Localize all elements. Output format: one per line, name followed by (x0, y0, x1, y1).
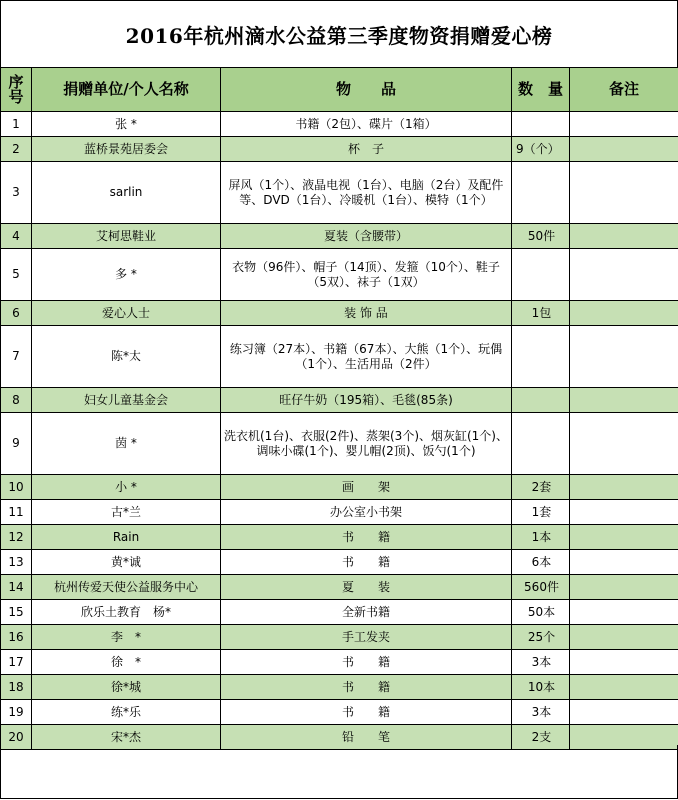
cell-qty: 560件 (512, 575, 570, 600)
cell-item: 铅 笔 (221, 725, 512, 750)
cell-note (570, 301, 678, 326)
cell-donor: 陈*太 (32, 326, 221, 388)
cell-qty: 50件 (512, 224, 570, 249)
cell-donor: 李 * (32, 625, 221, 650)
cell-item: 杯 子 (221, 137, 512, 162)
cell-no: 4 (1, 224, 32, 249)
cell-note (570, 500, 678, 525)
cell-donor: 黄*诚 (32, 550, 221, 575)
table-row (1, 112, 678, 137)
cell-note (570, 550, 678, 575)
cell-no: 20 (1, 725, 32, 750)
cell-note (570, 650, 678, 675)
cell-item: 衣物（96件）、帽子（14顶）、发箍（10个）、鞋子（5双）、袜子（1双） (221, 249, 512, 301)
sheet-title: 2016年杭州滴水公益第三季度物资捐赠爱心榜 (0, 0, 678, 69)
cell-donor: 徐 * (32, 650, 221, 675)
table-header-row (1, 68, 678, 112)
cell-no: 3 (1, 162, 32, 224)
cell-donor: 杭州传爱天使公益服务中心 (32, 575, 221, 600)
cell-qty: 3本 (512, 650, 570, 675)
cell-donor: 多 * (32, 249, 221, 301)
cell-no: 17 (1, 650, 32, 675)
table-row (1, 475, 678, 500)
cell-qty: 9（个） (512, 137, 570, 162)
cell-note (570, 700, 678, 725)
cell-qty (512, 249, 570, 301)
cell-donor: 练*乐 (32, 700, 221, 725)
cell-item: 旺仔牛奶（195箱）、毛毯(85条) (221, 388, 512, 413)
cell-item: 书 籍 (221, 650, 512, 675)
cell-no: 13 (1, 550, 32, 575)
table-row (1, 301, 678, 326)
cell-donor: 小 * (32, 475, 221, 500)
cell-qty (512, 388, 570, 413)
cell-note (570, 600, 678, 625)
header-note: 备注 (570, 68, 678, 112)
cell-qty (512, 162, 570, 224)
table-row (1, 700, 678, 725)
cell-donor: Rain (32, 525, 221, 550)
cell-no: 15 (1, 600, 32, 625)
cell-donor: 茵 * (32, 413, 221, 475)
table-row (1, 162, 678, 224)
cell-qty (512, 112, 570, 137)
cell-note (570, 224, 678, 249)
table-row (1, 500, 678, 525)
cell-donor: 张 * (32, 112, 221, 137)
table-row (1, 137, 678, 162)
cell-no: 5 (1, 249, 32, 301)
cell-note (570, 162, 678, 224)
cell-note (570, 249, 678, 301)
cell-no: 12 (1, 525, 32, 550)
cell-item: 书 籍 (221, 550, 512, 575)
cell-item: 夏 装 (221, 575, 512, 600)
cell-note (570, 388, 678, 413)
table-row (1, 550, 678, 575)
table-row (1, 650, 678, 675)
cell-donor: 宋*杰 (32, 725, 221, 750)
cell-qty: 25个 (512, 625, 570, 650)
table-row (1, 675, 678, 700)
cell-item: 装 饰 品 (221, 301, 512, 326)
header-item: 物 品 (221, 68, 512, 112)
cell-item: 书 籍 (221, 700, 512, 725)
cell-no: 11 (1, 500, 32, 525)
cell-note (570, 625, 678, 650)
cell-donor: 古*兰 (32, 500, 221, 525)
cell-note (570, 413, 678, 475)
table-row (1, 326, 678, 388)
cell-donor: 欣乐土教育 杨* (32, 600, 221, 625)
cell-note (570, 137, 678, 162)
cell-donor: 艾柯思鞋业 (32, 224, 221, 249)
cell-qty: 1套 (512, 500, 570, 525)
cell-item: 夏装（含腰带） (221, 224, 512, 249)
cell-donor: 蓝桥景苑居委会 (32, 137, 221, 162)
cell-note (570, 326, 678, 388)
cell-qty: 1本 (512, 525, 570, 550)
cell-item: 全新书籍 (221, 600, 512, 625)
cell-item: 书 籍 (221, 675, 512, 700)
cell-qty: 10本 (512, 675, 570, 700)
cell-qty (512, 413, 570, 475)
donation-table (0, 67, 678, 750)
cell-item: 手工发夹 (221, 625, 512, 650)
empty-footer-area (0, 745, 678, 799)
cell-no: 19 (1, 700, 32, 725)
cell-note (570, 112, 678, 137)
header-donor: 捐赠单位/个人名称 (32, 68, 221, 112)
cell-item: 书籍（2包）、碟片（1箱） (221, 112, 512, 137)
table-row (1, 575, 678, 600)
cell-note (570, 475, 678, 500)
header-no: 序号 (1, 68, 32, 112)
cell-no: 18 (1, 675, 32, 700)
cell-qty: 6本 (512, 550, 570, 575)
table-row (1, 249, 678, 301)
table-row (1, 224, 678, 249)
cell-note (570, 575, 678, 600)
cell-no: 16 (1, 625, 32, 650)
cell-qty: 3本 (512, 700, 570, 725)
table-row (1, 525, 678, 550)
cell-donor: sarlin (32, 162, 221, 224)
cell-item: 画 架 (221, 475, 512, 500)
header-qty: 数 量 (512, 68, 570, 112)
cell-no: 1 (1, 112, 32, 137)
cell-note (570, 525, 678, 550)
cell-qty: 1包 (512, 301, 570, 326)
cell-no: 6 (1, 301, 32, 326)
cell-item: 屏风（1个）、液晶电视（1台）、电脑（2台）及配件等、DVD（1台）、冷暖机（1台）、模特（1个） (221, 162, 512, 224)
cell-qty (512, 326, 570, 388)
cell-no: 2 (1, 137, 32, 162)
table-row (1, 413, 678, 475)
cell-no: 7 (1, 326, 32, 388)
table-row (1, 625, 678, 650)
cell-qty: 2套 (512, 475, 570, 500)
table-row (1, 388, 678, 413)
cell-no: 14 (1, 575, 32, 600)
cell-item: 洗衣机(1台)、衣服(2件)、蒸架(3个)、烟灰缸(1个)、调味小碟(1个)、婴儿帽(2顶)、饭勺(1个) (221, 413, 512, 475)
cell-item: 书 籍 (221, 525, 512, 550)
cell-donor: 爱心人士 (32, 301, 221, 326)
cell-donor: 徐*城 (32, 675, 221, 700)
cell-qty: 2支 (512, 725, 570, 750)
cell-no: 10 (1, 475, 32, 500)
cell-donor: 妇女儿童基金会 (32, 388, 221, 413)
cell-no: 9 (1, 413, 32, 475)
table-row (1, 600, 678, 625)
cell-item: 办公室小书架 (221, 500, 512, 525)
cell-no: 8 (1, 388, 32, 413)
cell-note (570, 675, 678, 700)
cell-qty: 50本 (512, 600, 570, 625)
cell-item: 练习簿（27本）、书籍（67本）、大熊（1个）、玩偶（1个）、生活用品（2件） (221, 326, 512, 388)
